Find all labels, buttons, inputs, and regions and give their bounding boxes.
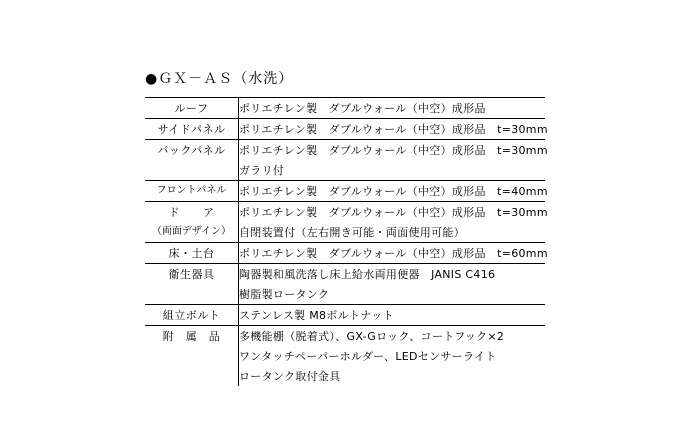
page-title: ●ＧＸ－ＡＳ（水洗） (145, 71, 294, 87)
table-row (145, 98, 545, 119)
row-label: 組立ボルト (145, 305, 239, 326)
row-sub-label: （両面デザイン） (151, 226, 232, 237)
table-row-continued (145, 346, 545, 366)
row-label: バックパネル (145, 140, 239, 161)
specification-block (145, 68, 555, 386)
row-label-empty (145, 366, 239, 386)
row-value: ポリエチレン製 ダブルウォール（中空）成形品 t=30mm (239, 119, 546, 140)
row-label: 床・土台 (145, 243, 239, 264)
row-value: ポリエチレン製 ダブルウォール（中空）成形品 t=40mm (239, 181, 546, 202)
row-label-empty (145, 160, 239, 181)
row-value: ステンレス製 M8ボルトナット (239, 305, 546, 326)
table-row (145, 140, 545, 161)
row-value: ワンタッチペーパーホルダー、LEDセンサーライト (239, 346, 546, 366)
row-value: ポリエチレン製 ダブルウォール（中空）成形品 (239, 98, 546, 119)
table-row (145, 326, 545, 347)
table-row (145, 181, 545, 202)
table-row (145, 264, 545, 285)
table-row (145, 305, 545, 326)
row-value: 樹脂製ロータンク (239, 284, 546, 305)
table-row-continued (145, 366, 545, 386)
row-label: 附 属 品 (145, 326, 239, 347)
row-value: 多機能棚（脱着式）、GX-Gロック、コートフック×2 (239, 326, 546, 347)
row-value: ロータンク取付金具 (239, 366, 546, 386)
table-row-continued (145, 284, 545, 305)
row-value: ポリエチレン製 ダブルウォール（中空）成形品 t=60mm (239, 243, 546, 264)
table-row (145, 119, 545, 140)
row-label: フロントパネル (145, 181, 239, 202)
row-label: サイドパネル (145, 119, 239, 140)
specification-table (145, 97, 548, 386)
table-row (145, 202, 545, 223)
row-value: ポリエチレン製 ダブルウォール（中空）成形品 t=30mm (239, 202, 546, 223)
table-row-continued (145, 222, 545, 243)
row-label: 衛生器具 (145, 264, 239, 285)
row-value: 自閉装置付（左右開き可能・両面使用可能） (239, 222, 546, 243)
row-label: ド ア (145, 202, 239, 223)
row-value: 陶器製和風洗落し床上給水両用便器 JANIS C416 (239, 264, 546, 285)
row-value: ガラリ付 (239, 160, 546, 181)
row-label: ルーフ (145, 98, 239, 119)
row-value: ポリエチレン製 ダブルウォール（中空）成形品 t=30mm (239, 140, 546, 161)
table-row (145, 243, 545, 264)
row-label-empty (145, 346, 239, 366)
table-row-continued (145, 160, 545, 181)
row-label-empty (145, 284, 239, 305)
